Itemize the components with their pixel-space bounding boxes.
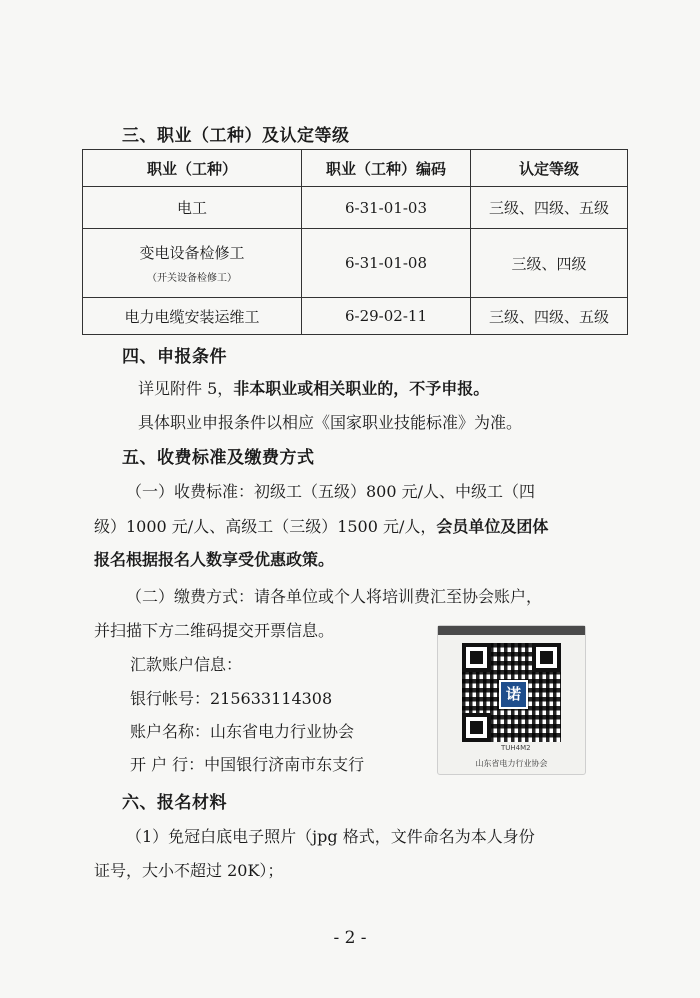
qr-caption: 山东省电力行业协会 [475, 759, 548, 768]
occupation-name: 电工 [83, 187, 302, 229]
bank-account: 银行帐号：215633114308 [130, 689, 333, 708]
fee-line2-bold: 会员单位及团体 [436, 517, 549, 536]
bank-branch: 开 户 行：中国银行济南市东支行 [130, 755, 365, 774]
section4-line1-normal: 详见附件 5， [138, 379, 234, 398]
section3-heading: 三、职业（工种）及认定等级 [122, 126, 350, 146]
account-title: 汇款账户信息： [130, 655, 243, 674]
section5-heading: 五、收费标准及缴费方式 [122, 448, 315, 468]
header-occupation: 职业（工种） [83, 150, 302, 187]
section4-line2: 具体职业申报条件以相应《国家职业技能标准》为准。 [138, 413, 523, 432]
table-header-row [83, 150, 628, 187]
qr-finder [462, 643, 491, 672]
occupation-level: 三级、四级、五级 [471, 187, 628, 229]
qr-small-text: TUH4M2 [501, 744, 531, 752]
section4-line1 [138, 376, 489, 399]
account-name: 账户名称：山东省电力行业协会 [130, 722, 355, 741]
fee-line2-normal: 级）1000 元/人、高级工（三级）1500 元/人， [94, 517, 437, 536]
qr-code[interactable] [462, 643, 561, 742]
fee-line1: （一）收费标准：初级工（五级）800 元/人、中级工（四 [126, 482, 536, 501]
occupation-name-cell [83, 229, 302, 298]
qr-finder [532, 643, 561, 672]
fee-line2 [94, 514, 548, 537]
table-row [83, 187, 628, 229]
occupation-code: 6-31-01-08 [302, 229, 471, 298]
qr-card-band [438, 626, 585, 635]
occupation-level: 三级、四级 [471, 229, 628, 298]
material-item1-line1: （1）免冠白底电子照片（jpg 格式，文件命名为本人身份 [126, 827, 535, 846]
header-code: 职业（工种）编码 [302, 150, 471, 187]
occupation-table [82, 149, 628, 335]
occupation-name: 电力电缆安装运维工 [83, 298, 302, 335]
fee-line3: 报名根据报名人数享受优惠政策。 [94, 550, 335, 569]
pay-line1: （二）缴费方式：请各单位或个人将培训费汇至协会账户， [126, 587, 543, 606]
occupation-level: 三级、四级、五级 [471, 298, 628, 335]
section4-heading: 四、申报条件 [122, 347, 227, 367]
material-item1-line2: 证号，大小不超过 20K）； [94, 861, 284, 880]
table-row [83, 298, 628, 335]
qr-finder [462, 713, 491, 742]
occupation-subname: （开关设备检修工） [147, 273, 237, 284]
qr-code-card[interactable] [437, 625, 586, 775]
section4-line1-bold: 非本职业或相关职业的，不予申报。 [233, 379, 490, 398]
occupation-name: 变电设备检修工 [139, 244, 245, 262]
occupation-code: 6-29-02-11 [302, 298, 471, 335]
section6-heading: 六、报名材料 [122, 793, 227, 813]
pay-line2: 并扫描下方二维码提交开票信息。 [94, 621, 335, 640]
occupation-code: 6-31-01-03 [302, 187, 471, 229]
page-number: - 2 - [333, 928, 367, 948]
header-level: 认定等级 [471, 150, 628, 187]
qr-logo-icon: 诺 [499, 680, 528, 709]
table-row [83, 229, 628, 298]
